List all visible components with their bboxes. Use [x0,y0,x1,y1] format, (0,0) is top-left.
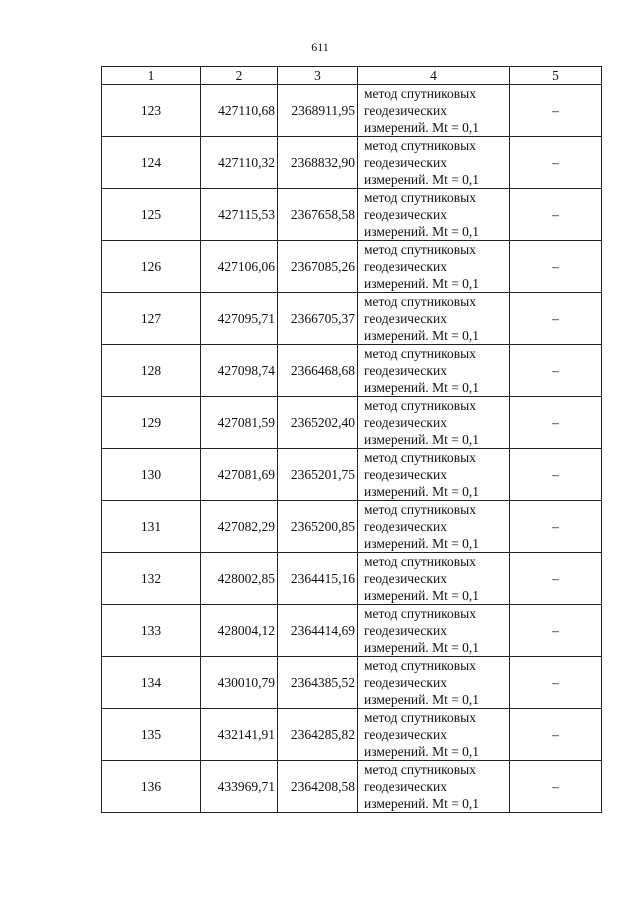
dash-mark: – [552,102,559,118]
point-number-cell: 124 [102,137,201,189]
method-line-2: геодезических [364,675,447,690]
column-header-2: 2 [201,67,278,85]
note-cell [510,85,602,137]
method-line-3: измерений. Mt = 0,1 [364,588,480,603]
table-row [102,761,602,813]
method-line-3: измерений. Mt = 0,1 [364,640,480,655]
method-line-2: геодезических [364,155,447,170]
x-coordinate-cell: 427115,53 [201,189,278,241]
method-cell [358,501,510,553]
method-line-1: метод спутниковых [364,658,476,673]
note-cell [510,397,602,449]
method-cell [358,761,510,813]
method-line-1: метод спутниковых [364,190,476,205]
note-cell [510,657,602,709]
y-coordinate-cell: 2368832,90 [278,137,358,189]
method-line-1: метод спутниковых [364,606,476,621]
method-line-2: геодезических [364,259,447,274]
table-header-row [102,67,602,85]
note-cell [510,553,602,605]
method-line-1: метод спутниковых [364,762,476,777]
point-number-cell: 134 [102,657,201,709]
x-coordinate-cell: 430010,79 [201,657,278,709]
note-cell [510,501,602,553]
table-row [102,657,602,709]
page-number: 611 [311,40,329,54]
method-line-3: измерений. Mt = 0,1 [364,796,480,811]
method-line-1: метод спутниковых [364,710,476,725]
method-cell [358,241,510,293]
method-line-3: измерений. Mt = 0,1 [364,224,480,239]
y-coordinate-cell: 2365200,85 [278,501,358,553]
method-cell [358,553,510,605]
y-coordinate-cell: 2364385,52 [278,657,358,709]
method-line-2: геодезических [364,779,447,794]
method-line-2: геодезических [364,363,447,378]
table-row [102,85,602,137]
table-row [102,709,602,761]
method-line-1: метод спутниковых [364,242,476,257]
dash-mark: – [552,362,559,378]
y-coordinate-cell: 2364208,58 [278,761,358,813]
dash-mark: – [552,622,559,638]
dash-mark: – [552,518,559,534]
y-coordinate-cell: 2367658,58 [278,189,358,241]
method-line-2: геодезических [364,311,447,326]
table-row [102,449,602,501]
method-cell [358,605,510,657]
dash-mark: – [552,310,559,326]
point-number-cell: 131 [102,501,201,553]
x-coordinate-cell: 427081,59 [201,397,278,449]
y-coordinate-cell: 2365201,75 [278,449,358,501]
point-number-cell: 125 [102,189,201,241]
method-line-2: геодезических [364,727,447,742]
point-number-cell: 135 [102,709,201,761]
point-number-cell: 129 [102,397,201,449]
point-number-cell: 128 [102,345,201,397]
table-row [102,501,602,553]
dash-mark: – [552,258,559,274]
method-line-3: измерений. Mt = 0,1 [364,380,480,395]
method-line-3: измерений. Mt = 0,1 [364,328,480,343]
dash-mark: – [552,778,559,794]
y-coordinate-cell: 2364285,82 [278,709,358,761]
method-line-1: метод спутниковых [364,86,476,101]
note-cell [510,293,602,345]
method-cell [358,293,510,345]
table-row [102,293,602,345]
dash-mark: – [552,154,559,170]
y-coordinate-cell: 2368911,95 [278,85,358,137]
x-coordinate-cell: 427110,32 [201,137,278,189]
table-row [102,345,602,397]
method-line-1: метод спутниковых [364,138,476,153]
table-row [102,605,602,657]
point-number-cell: 133 [102,605,201,657]
column-header-5: 5 [510,67,602,85]
note-cell [510,709,602,761]
x-coordinate-cell: 427081,69 [201,449,278,501]
x-coordinate-cell: 432141,91 [201,709,278,761]
coordinates-table [101,66,602,813]
method-cell [358,85,510,137]
column-header-4: 4 [358,67,510,85]
method-line-2: геодезических [364,571,447,586]
method-line-3: измерений. Mt = 0,1 [364,744,480,759]
method-cell [358,449,510,501]
method-cell [358,657,510,709]
method-line-1: метод спутниковых [364,294,476,309]
note-cell [510,137,602,189]
y-coordinate-cell: 2364415,16 [278,553,358,605]
table-body [102,85,602,813]
point-number-cell: 123 [102,85,201,137]
point-number-cell: 130 [102,449,201,501]
dash-mark: – [552,466,559,482]
point-number-cell: 136 [102,761,201,813]
method-line-1: метод спутниковых [364,398,476,413]
y-coordinate-cell: 2366705,37 [278,293,358,345]
method-cell [358,137,510,189]
method-line-3: измерений. Mt = 0,1 [364,172,480,187]
column-header-3: 3 [278,67,358,85]
method-line-2: геодезических [364,623,447,638]
table-row [102,397,602,449]
table-row [102,137,602,189]
method-line-3: измерений. Mt = 0,1 [364,692,480,707]
x-coordinate-cell: 427082,29 [201,501,278,553]
method-line-1: метод спутниковых [364,346,476,361]
point-number-cell: 127 [102,293,201,345]
note-cell [510,345,602,397]
method-line-2: геодезических [364,207,447,222]
method-line-1: метод спутниковых [364,450,476,465]
table-row [102,553,602,605]
dash-mark: – [552,206,559,222]
note-cell [510,605,602,657]
method-line-1: метод спутниковых [364,502,476,517]
note-cell [510,189,602,241]
x-coordinate-cell: 427095,71 [201,293,278,345]
x-coordinate-cell: 427098,74 [201,345,278,397]
method-line-2: геодезических [364,415,447,430]
y-coordinate-cell: 2364414,69 [278,605,358,657]
x-coordinate-cell: 427106,06 [201,241,278,293]
method-line-3: измерений. Mt = 0,1 [364,432,480,447]
method-line-1: метод спутниковых [364,554,476,569]
dash-mark: – [552,570,559,586]
x-coordinate-cell: 427110,68 [201,85,278,137]
method-line-2: геодезических [364,467,447,482]
y-coordinate-cell: 2366468,68 [278,345,358,397]
method-cell [358,189,510,241]
point-number-cell: 126 [102,241,201,293]
point-number-cell: 132 [102,553,201,605]
note-cell [510,761,602,813]
method-line-3: измерений. Mt = 0,1 [364,484,480,499]
table-row [102,241,602,293]
method-line-3: измерений. Mt = 0,1 [364,536,480,551]
dash-mark: – [552,414,559,430]
note-cell [510,241,602,293]
method-line-3: измерений. Mt = 0,1 [364,120,480,135]
method-cell [358,345,510,397]
y-coordinate-cell: 2365202,40 [278,397,358,449]
column-header-1: 1 [102,67,201,85]
x-coordinate-cell: 433969,71 [201,761,278,813]
dash-mark: – [552,674,559,690]
x-coordinate-cell: 428002,85 [201,553,278,605]
x-coordinate-cell: 428004,12 [201,605,278,657]
y-coordinate-cell: 2367085,26 [278,241,358,293]
note-cell [510,449,602,501]
method-line-3: измерений. Mt = 0,1 [364,276,480,291]
method-line-2: геодезических [364,103,447,118]
method-cell [358,397,510,449]
method-line-2: геодезических [364,519,447,534]
method-cell [358,709,510,761]
table-row [102,189,602,241]
dash-mark: – [552,726,559,742]
